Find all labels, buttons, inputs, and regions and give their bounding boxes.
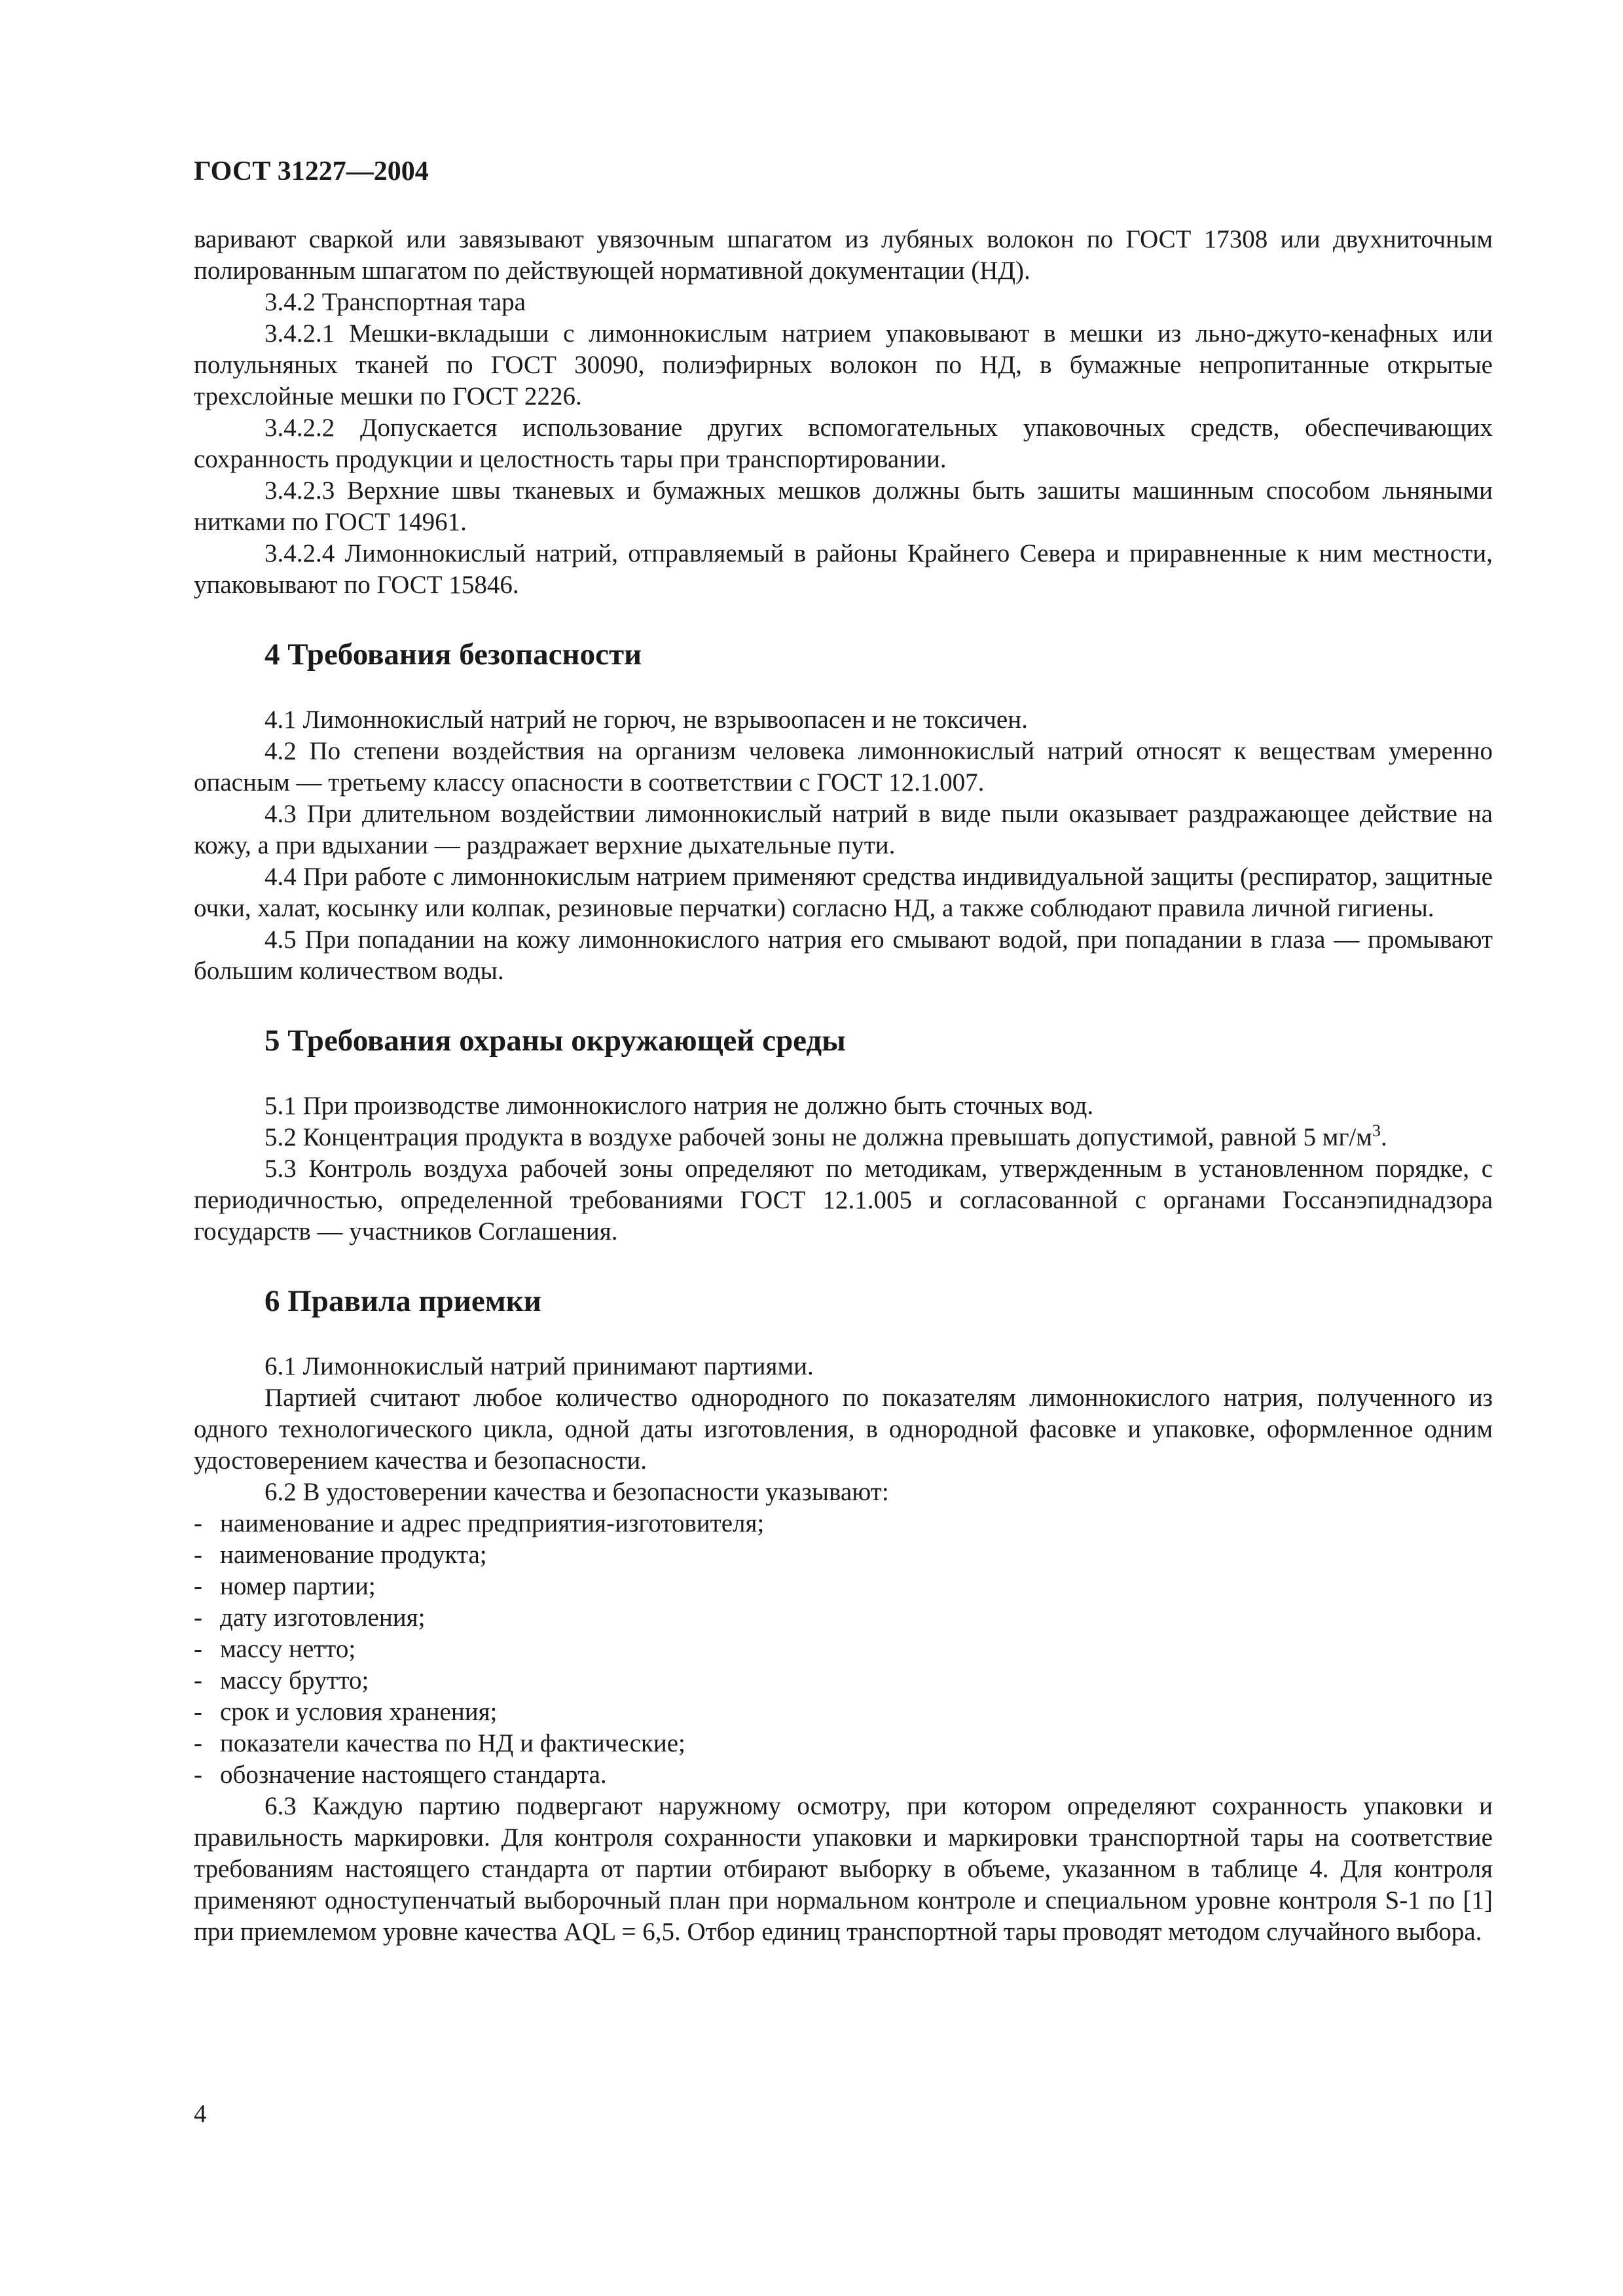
cubic-superscript: 3 bbox=[1372, 1121, 1381, 1140]
dash-marker: - bbox=[194, 1635, 202, 1663]
paragraph-4-4: 4.4 При работе с лимоннокислым натрием применяют средства индивидуальной защиты (респиратор, защитные очки, халат, косынку или колпак, резиновые перчатки) согласно НД, а также соблюдают правила личной гигиены. bbox=[194, 863, 1493, 922]
list-item-text: наименование и адрес предприятия-изготовителя; bbox=[220, 1509, 765, 1537]
list-item bbox=[194, 1696, 1493, 1728]
list-item-text: срок и условия хранения; bbox=[220, 1698, 498, 1726]
list-item-text: массу нетто; bbox=[220, 1635, 356, 1663]
page-number: 4 bbox=[194, 2100, 207, 2128]
paragraph-5-2-text: 5.2 Концентрация продукта в воздухе рабочей зоны не должна превышать допустимой, равной 5 мг/м bbox=[264, 1123, 1372, 1151]
body-text bbox=[194, 224, 1493, 1948]
dash-marker: - bbox=[194, 1509, 202, 1537]
paragraph-4-3: 4.3 При длительном воздействии лимоннокислый натрий в виде пыли оказывает раздражающее действие на кожу, а при вдыхании — раздражает верхние дыхательные пути. bbox=[194, 800, 1493, 859]
paragraph-5-3: 5.3 Контроль воздуха рабочей зоны определяют по методикам, утвержденным в установленном порядке, с периодичностью, определенной требованиями ГОСТ 12.1.005 и согласованной с органами Госсанэпиднадзора государств — участников Соглашения. bbox=[194, 1155, 1493, 1246]
list-item-text: показатели качества по НД и фактические; bbox=[220, 1729, 685, 1757]
paragraph-3-4-1-continued: варивают сваркой или завязывают увязочным шпагатом из лубяных волокон по ГОСТ 17308 или двухниточным полированным шпагатом по действующей нормативной документации (НД). bbox=[194, 225, 1493, 285]
list-item-text: наименование продукта; bbox=[220, 1541, 487, 1569]
dash-marker: - bbox=[194, 1541, 202, 1569]
certificate-contents-list bbox=[194, 1508, 1493, 1791]
dash-marker: - bbox=[194, 1729, 202, 1757]
paragraph-4-5: 4.5 При попадании на кожу лимоннокислого натрия его смывают водой, при попадании в глаза — промывают большим количеством воды. bbox=[194, 925, 1493, 985]
paragraph-3-4-2-3: 3.4.2.3 Верхние швы тканевых и бумажных мешков должны быть зашиты машинным способом льняными нитками по ГОСТ 14961. bbox=[194, 476, 1493, 536]
list-item bbox=[194, 1539, 1493, 1571]
paragraph-5-2 bbox=[194, 1122, 1493, 1153]
list-item-text: дату изготовления; bbox=[220, 1604, 426, 1632]
standard-designation: ГОСТ 31227—2004 bbox=[194, 156, 429, 187]
list-item bbox=[194, 1602, 1493, 1634]
list-item bbox=[194, 1634, 1493, 1665]
list-item bbox=[194, 1665, 1493, 1696]
paragraph-4-2: 4.2 По степени воздействия на организм человека лимоннокислый натрий относят к веществам умеренно опасным — третьему классу опасности в соответствии с ГОСТ 12.1.007. bbox=[194, 737, 1493, 797]
list-item-text: номер партии; bbox=[220, 1572, 376, 1600]
list-item-text: обозначение настоящего стандарта. bbox=[220, 1761, 607, 1789]
list-item-text: массу брутто; bbox=[220, 1666, 369, 1695]
paragraph-6-2: 6.2 В удостоверении качества и безопасности указывают: bbox=[264, 1478, 889, 1506]
section-5-heading: 5 Требования охраны окружающей среды bbox=[264, 1024, 846, 1058]
paragraph-5-2-period: . bbox=[1380, 1123, 1387, 1151]
paragraph-3-4-2-1: 3.4.2.1 Мешки-вкладыши с лимоннокислым натрием упаковывают в мешки из льно-джуто-кенафных или полульняных тканей по ГОСТ 30090, полиэфирных волокон по НД, в бумажные непропитанные открытые трехслойные мешки по ГОСТ 2226. bbox=[194, 319, 1493, 410]
paragraph-3-4-2-2: 3.4.2.2 Допускается использование других вспомогательных упаковочных средств, обеспечивающих сохранность продукции и целостность тары при транспортировании. bbox=[194, 414, 1493, 473]
dash-marker: - bbox=[194, 1698, 202, 1726]
paragraph-3-4-2: 3.4.2 Транспортная тара bbox=[264, 288, 526, 316]
list-item bbox=[194, 1759, 1493, 1791]
paragraph-5-1: 5.1 При производстве лимоннокислого натрия не должно быть сточных вод. bbox=[264, 1092, 1094, 1120]
section-6-heading: 6 Правила приемки bbox=[264, 1284, 541, 1318]
paragraph-6-1: 6.1 Лимоннокислый натрий принимают партиями. bbox=[264, 1352, 814, 1380]
paragraph-6-3: 6.3 Каждую партию подвергают наружному осмотру, при котором определяют сохранность упаковки и правильность маркировки. Для контроля сохранности упаковки и маркировки транспортной тары на соответствие требованиям настоящего стандарта от партии отбирают выборку в объеме, указанном в таблице 4. Для контроля применяют одноступенчатый выборочный план при нормальном контроле и специальном уровне контроля S-1 по [1] при приемлемом уровне качества AQL = 6,5. Отбор единиц транспортной тары проводят методом случайного выбора. bbox=[194, 1792, 1493, 1946]
document-page bbox=[194, 152, 1493, 1948]
dash-marker: - bbox=[194, 1666, 202, 1695]
dash-marker: - bbox=[194, 1604, 202, 1632]
paragraph-3-4-2-4: 3.4.2.4 Лимоннокислый натрий, отправляемый в районы Крайнего Севера и приравненные к ним местности, упаковывают по ГОСТ 15846. bbox=[194, 539, 1493, 599]
section-4-heading: 4 Требования безопасности bbox=[264, 637, 642, 672]
list-item bbox=[194, 1508, 1493, 1539]
list-item bbox=[194, 1571, 1493, 1602]
dash-marker: - bbox=[194, 1761, 202, 1789]
dash-marker: - bbox=[194, 1572, 202, 1600]
list-item bbox=[194, 1728, 1493, 1759]
paragraph-6-1-batch-definition: Партией считают любое количество однородного по показателям лимоннокислого натрия, полученного из одного технологического цикла, одной даты изготовления, в однородной фасовке и упаковке, оформленное одним удостоверением качества и безопасности. bbox=[194, 1384, 1493, 1475]
paragraph-4-1: 4.1 Лимоннокислый натрий не горюч, не взрывоопасен и не токсичен. bbox=[264, 706, 1028, 734]
